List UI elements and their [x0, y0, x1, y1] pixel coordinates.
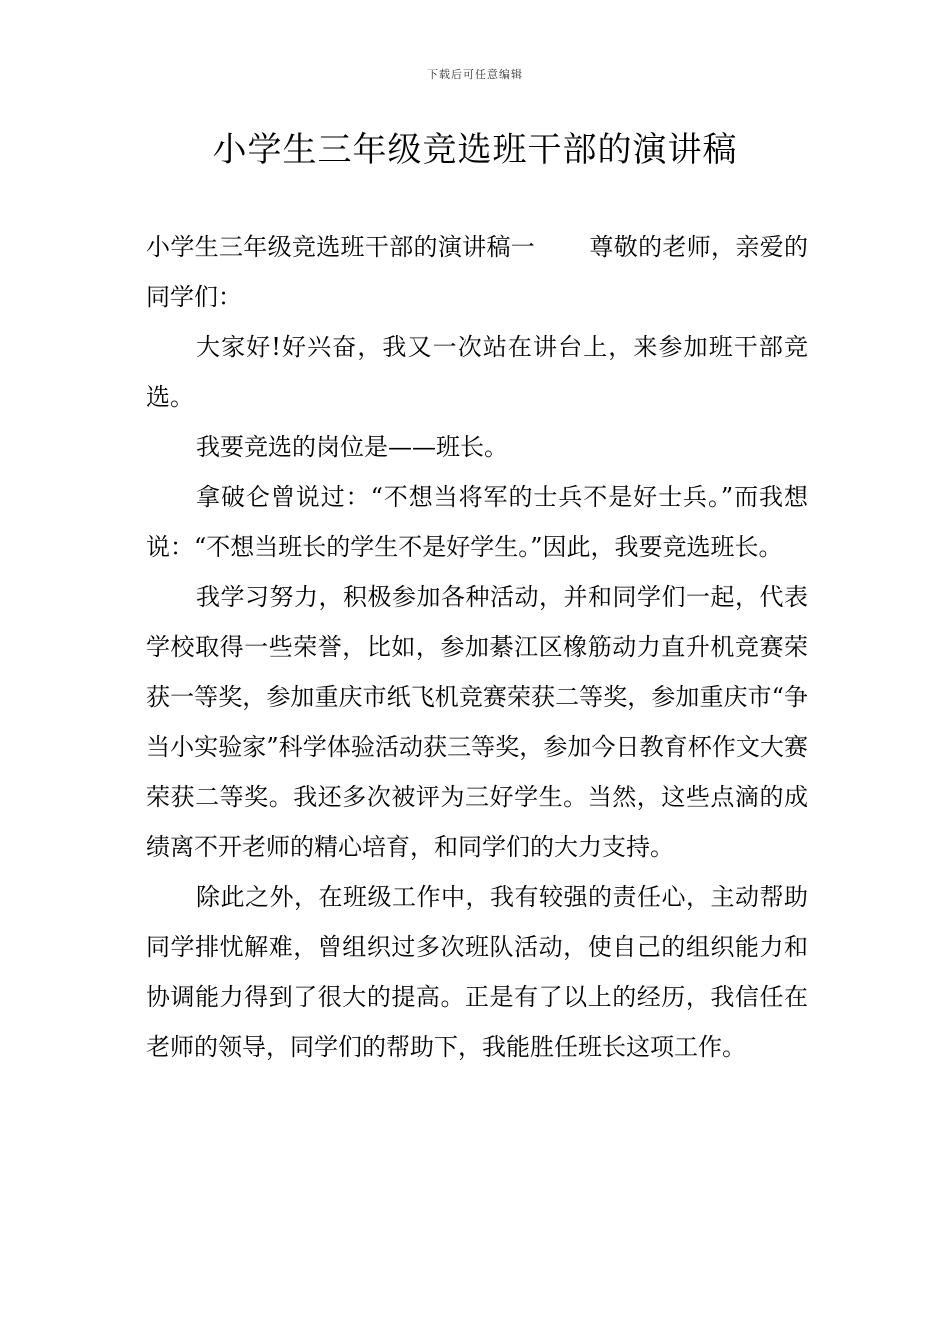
- paragraph-achievements: 我学习努力，积极参加各种活动，并和同学们一起，代表学校取得一些荣誉，比如，参加綦江区橡筋动力直升机竞赛荣获一等奖，参加重庆市纸飞机竞赛荣获二等奖，参加重庆市“争当小实验家”科学体验活动获三等奖，参加今日教育杯作文大赛荣获二等奖。我还多次被评为三好学生。当然，这些点滴的成绩离不开老师的精心培育，和同学们的大力支持。: [146, 583, 808, 861]
- paragraph-abilities: 除此之外，在班级工作中，我有较强的责任心，主动帮助同学排忧解难，曾组织过多次班队活动，使自己的组织能力和协调能力得到了很大的提高。正是有了以上的经历，我信任在老师的领导，同学们的帮助下，我能胜任班长这项工作。: [146, 883, 808, 1061]
- header-note: 下载后可任意编辑: [427, 68, 523, 81]
- document-title: 小学生三年级竞选班干部的演讲稿: [212, 130, 738, 170]
- document-body: [146, 222, 808, 1072]
- salutation: 尊敬的老师，亲爱的同学们：: [146, 233, 809, 311]
- intro-paragraph: [146, 222, 808, 322]
- intro-heading: 小学生三年级竞选班干部的演讲稿一: [146, 233, 536, 261]
- paragraph-position: 我要竞选的岗位是——班长。: [196, 433, 508, 461]
- paragraph-quote: 拿破仑曾说过：“不想当将军的士兵不是好士兵。”而我想说：“不想当班长的学生不是好学生。”因此，我要竞选班长。: [146, 483, 808, 561]
- paragraph-greeting: 大家好!好兴奋，我又一次站在讲台上，来参加班干部竞选。: [146, 333, 808, 411]
